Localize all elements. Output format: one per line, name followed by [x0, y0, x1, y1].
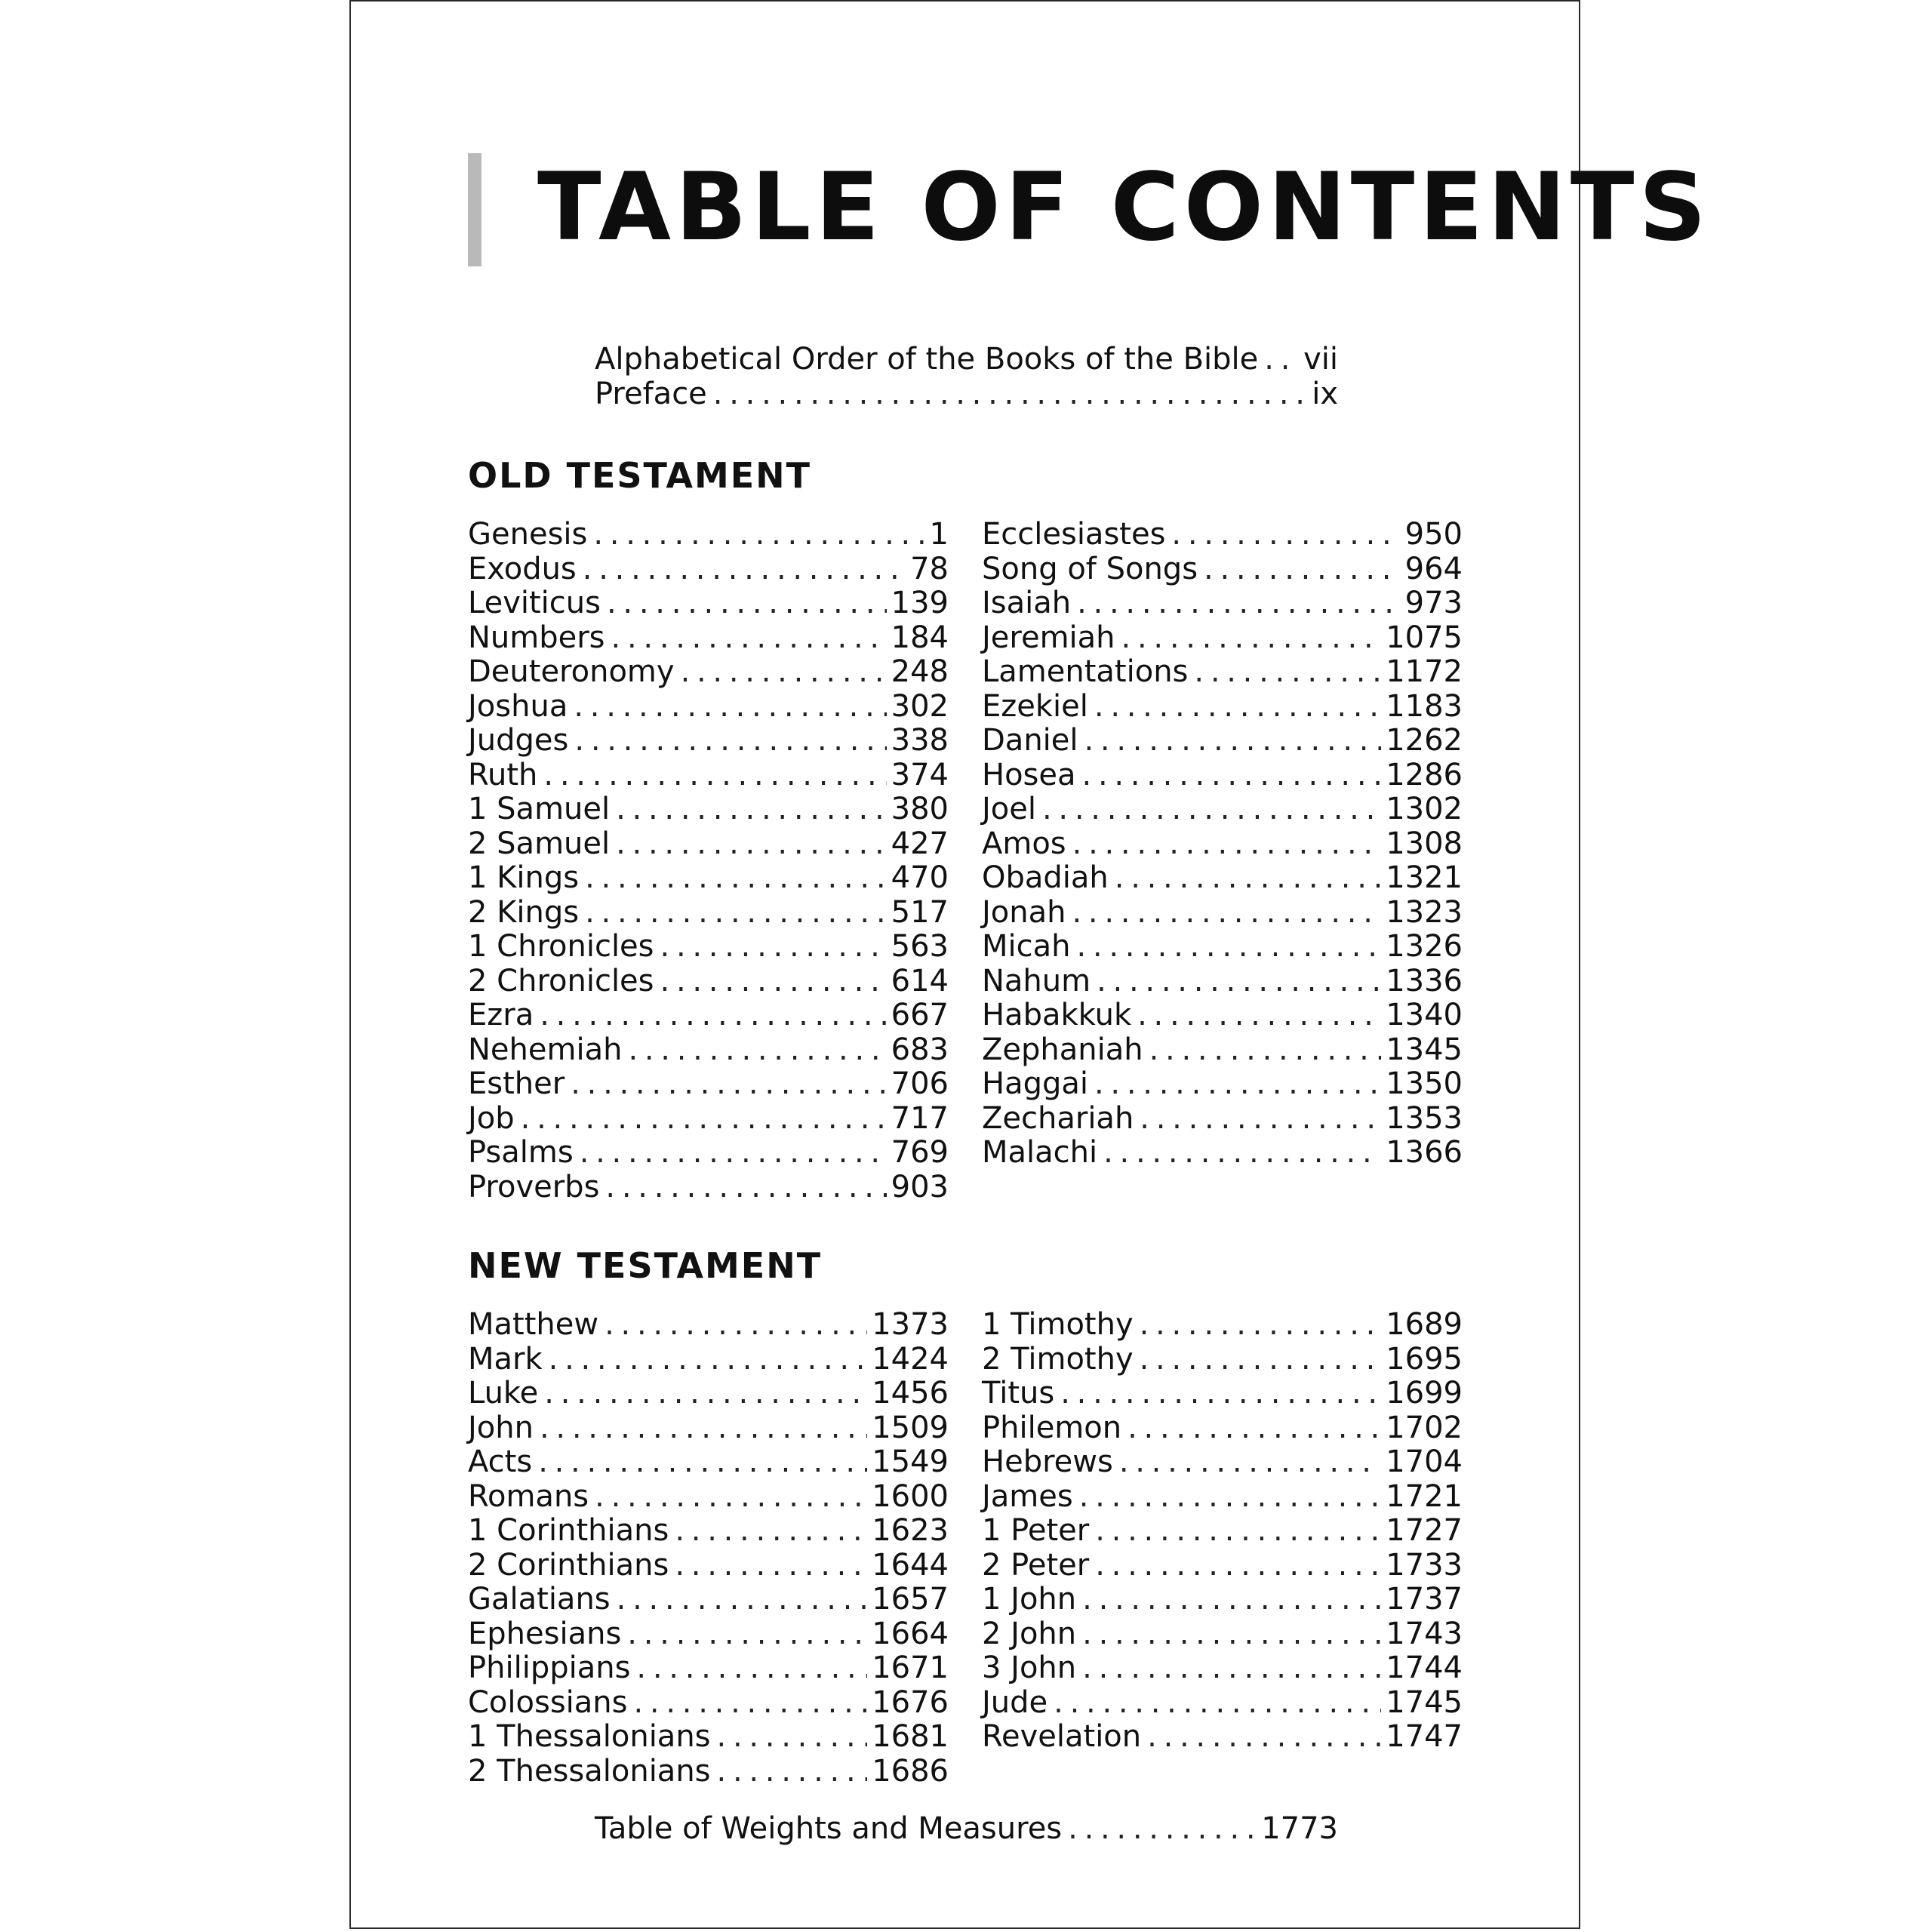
toc-entry [468, 1514, 949, 1549]
toc-entry-page-number: 1600 [872, 1478, 949, 1514]
toc-entry [982, 758, 1463, 793]
toc-entry [468, 621, 949, 656]
dot-leader [1076, 930, 1381, 964]
dot-leader [549, 1343, 868, 1377]
toc-entry-page-number: 1676 [872, 1684, 949, 1720]
toc-entry-title: Table of Weights and Measures [595, 1811, 1063, 1846]
dot-leader [571, 1067, 886, 1102]
toc-entry-title: 1 Kings [468, 860, 580, 895]
dot-leader [1042, 792, 1381, 827]
dot-leader [538, 1445, 867, 1480]
toc-entry-page-number: ix [1312, 376, 1338, 411]
toc-entry-page-number: 1302 [1386, 792, 1463, 826]
toc-entry-title: 1 Samuel [468, 792, 611, 826]
toc-entry-title: 1 Timothy [982, 1307, 1134, 1342]
toc-entry [982, 1720, 1463, 1755]
toc-entry-page-number: 1366 [1386, 1135, 1463, 1170]
dot-leader [543, 758, 886, 793]
dot-leader [1082, 758, 1382, 793]
toc-entry-title: Nahum [982, 963, 1091, 998]
toc-entry [982, 1480, 1463, 1515]
toc-entry-page-number: 717 [891, 1100, 949, 1136]
toc-entry [982, 1033, 1463, 1068]
toc-entry [468, 1033, 949, 1068]
dot-leader [574, 724, 886, 758]
toc-entry-title: Zephaniah [982, 1032, 1143, 1067]
toc-entry-title: 1 Chronicles [468, 929, 654, 964]
toc-entry-title: Esther [468, 1066, 565, 1101]
toc-entry [468, 1617, 949, 1652]
toc-entry [595, 1812, 1338, 1847]
toc-entry-page-number: 1456 [872, 1376, 949, 1411]
dot-leader [1068, 1812, 1257, 1847]
dot-leader [1121, 621, 1382, 656]
dot-leader [1128, 1411, 1381, 1446]
toc-entry [468, 518, 949, 552]
toc-entry-title: Nehemiah [468, 1032, 623, 1067]
dot-leader [1082, 1617, 1381, 1652]
toc-entry-title: Joshua [468, 688, 568, 724]
toc-entry [982, 1514, 1463, 1549]
toc-entry-title: Alphabetical Order of the Books of the Bible [595, 342, 1259, 377]
toc-entry-page-number: 1686 [872, 1753, 949, 1789]
old-testament-heading: OLD TESTAMENT [468, 455, 812, 496]
toc-entry-page-number: 1509 [872, 1410, 949, 1445]
toc-entry-page-number: 1702 [1386, 1410, 1463, 1445]
dot-leader [1140, 1343, 1382, 1377]
toc-entry [468, 1171, 949, 1205]
toc-entry-title: Romans [468, 1478, 589, 1514]
toc-entry [468, 1343, 949, 1377]
toc-entry-title: Jonah [982, 894, 1066, 930]
toc-entry-title: Ephesians [468, 1616, 622, 1651]
toc-entry-title: 2 Chronicles [468, 963, 654, 998]
toc-entry [982, 1136, 1463, 1171]
toc-entry-title: 2 Timothy [982, 1341, 1134, 1377]
toc-entry [468, 861, 949, 896]
toc-entry-page-number: 1664 [872, 1616, 949, 1651]
dot-leader [585, 896, 887, 931]
toc-entry [468, 1377, 949, 1411]
toc-entry-page-number: 1727 [1386, 1513, 1463, 1548]
dot-leader [595, 1480, 867, 1515]
toc-entry-title: Micah [982, 929, 1071, 964]
dot-leader [675, 1549, 867, 1583]
toc-entry-page-number: 1345 [1386, 1032, 1463, 1067]
toc-entry [468, 930, 949, 964]
toc-entry [982, 1445, 1463, 1480]
dot-leader [681, 655, 887, 690]
toc-entry [468, 1583, 949, 1617]
dot-leader [1060, 1377, 1381, 1411]
toc-entry-page-number: 184 [891, 620, 949, 655]
toc-entry-title: Preface [595, 376, 707, 411]
toc-entry-title: Job [468, 1100, 515, 1136]
dot-leader [1094, 690, 1381, 724]
toc-entry-title: 2 Kings [468, 894, 580, 930]
toc-entry [595, 377, 1338, 412]
toc-entry [982, 1411, 1463, 1446]
dot-leader [1194, 655, 1381, 690]
toc-entry-title: Judges [468, 723, 569, 758]
toc-entry [468, 998, 949, 1033]
toc-entry [982, 861, 1463, 896]
toc-entry-page-number: 1323 [1386, 894, 1463, 930]
toc-entry-title: Daniel [982, 723, 1078, 758]
toc-entry-title: Hebrews [982, 1444, 1113, 1479]
toc-entry-page-number: 139 [891, 586, 949, 620]
toc-entry-page-number: 683 [891, 1032, 949, 1067]
toc-entry [468, 1720, 949, 1755]
toc-entry [468, 1651, 949, 1686]
dot-leader [605, 1171, 886, 1205]
toc-entry-title: Haggai [982, 1066, 1088, 1101]
toc-entry-page-number: 1262 [1386, 723, 1463, 758]
dot-leader [1072, 896, 1381, 931]
toc-entry-title: Numbers [468, 620, 605, 655]
title-accent-bar [468, 153, 481, 266]
toc-entry [468, 1480, 949, 1515]
toc-entry [982, 1343, 1463, 1377]
back-matter-list [595, 1812, 1338, 1847]
toc-entry-page-number: 1075 [1386, 620, 1463, 655]
toc-entry-page-number: 1353 [1386, 1100, 1463, 1136]
dot-leader [1149, 1033, 1382, 1068]
dot-leader [628, 1033, 886, 1068]
toc-entry [468, 1067, 949, 1102]
toc-entry [468, 724, 949, 758]
dot-leader [1054, 1686, 1381, 1721]
dot-leader [1115, 861, 1381, 896]
toc-entry-page-number: 964 [1404, 551, 1463, 586]
dot-leader [1077, 586, 1401, 621]
toc-entry-title: Hosea [982, 757, 1076, 792]
toc-entry [468, 1445, 949, 1480]
toc-entry-title: Jude [982, 1684, 1048, 1720]
toc-entry [468, 1102, 949, 1137]
toc-entry [468, 552, 949, 587]
toc-entry-title: Colossians [468, 1684, 628, 1720]
toc-entry-title: Mark [468, 1341, 543, 1377]
toc-entry-page-number: 1 [929, 517, 949, 552]
toc-entry [982, 586, 1463, 621]
toc-entry-title: 2 Thessalonians [468, 1753, 711, 1789]
dot-leader [1140, 1102, 1381, 1137]
dot-leader [544, 1377, 867, 1411]
toc-entry [982, 1102, 1463, 1137]
toc-entry-page-number: 1657 [872, 1582, 949, 1617]
toc-entry-page-number: 1336 [1386, 963, 1463, 998]
new-testament-right-column [982, 1308, 1463, 1755]
toc-entry-page-number: 78 [910, 551, 949, 586]
toc-entry-title: James [982, 1478, 1073, 1514]
toc-entry-title: John [468, 1410, 534, 1445]
toc-entry-page-number: 706 [891, 1066, 949, 1101]
toc-entry [982, 724, 1463, 758]
toc-entry [982, 1377, 1463, 1411]
toc-entry-page-number: 563 [891, 929, 949, 964]
toc-entry-page-number: 1340 [1386, 998, 1463, 1032]
dot-leader [540, 1411, 867, 1446]
toc-entry-title: Exodus [468, 551, 577, 586]
dot-leader [1097, 964, 1381, 999]
dot-leader [627, 1617, 867, 1652]
toc-entry-page-number: 1183 [1386, 688, 1463, 724]
toc-entry [468, 586, 949, 621]
toc-entry-page-number: 1321 [1386, 860, 1463, 895]
toc-entry-title: 1 John [982, 1582, 1077, 1617]
new-testament-left-column [468, 1308, 949, 1789]
dot-leader [660, 930, 887, 964]
old-testament-right-column [982, 518, 1463, 1171]
toc-entry [468, 792, 949, 827]
dot-leader [717, 1720, 868, 1755]
toc-entry [468, 964, 949, 999]
toc-entry-page-number: 1286 [1386, 757, 1463, 792]
toc-entry-title: Joel [982, 792, 1036, 826]
toc-entry-page-number: 1549 [872, 1444, 949, 1479]
toc-entry-page-number: 374 [891, 757, 949, 792]
toc-entry-title: Amos [982, 826, 1066, 861]
dot-leader [540, 998, 886, 1033]
toc-entry [982, 518, 1463, 552]
dot-leader [1094, 1067, 1381, 1102]
toc-entry-title: 1 Peter [982, 1513, 1090, 1548]
toc-entry [982, 1617, 1463, 1652]
toc-entry [468, 690, 949, 724]
toc-entry-title: Proverbs [468, 1169, 600, 1204]
toc-entry [468, 1755, 949, 1789]
toc-entry-title: 2 Peter [982, 1547, 1090, 1583]
dot-leader [1264, 343, 1299, 377]
toc-entry-page-number: 973 [1404, 586, 1463, 620]
dot-leader [521, 1102, 887, 1137]
dot-leader [633, 1686, 867, 1721]
toc-entry-title: Ezra [468, 998, 534, 1032]
toc-entry-page-number: 1424 [872, 1341, 949, 1377]
toc-entry-page-number: 1644 [872, 1547, 949, 1583]
toc-entry-title: 2 John [982, 1616, 1077, 1651]
dot-leader [717, 1755, 868, 1789]
toc-entry [468, 655, 949, 690]
toc-entry-title: Jeremiah [982, 620, 1115, 655]
toc-entry [982, 1549, 1463, 1583]
dot-leader [616, 827, 887, 862]
dot-leader [1119, 1445, 1381, 1480]
toc-entry-title: Habakkuk [982, 998, 1132, 1032]
dot-leader [607, 586, 887, 621]
toc-entry-page-number: 248 [891, 654, 949, 689]
toc-entry [982, 792, 1463, 827]
toc-entry [982, 621, 1463, 656]
toc-entry [468, 1136, 949, 1171]
dot-leader [616, 792, 887, 827]
toc-entry-title: Leviticus [468, 586, 601, 620]
dot-leader [574, 690, 886, 724]
toc-entry-title: Ezekiel [982, 688, 1088, 724]
dot-leader [1079, 1480, 1381, 1515]
toc-entry-page-number: 1744 [1386, 1651, 1463, 1685]
toc-entry-title: Malachi [982, 1135, 1098, 1170]
toc-entry-page-number: 1699 [1386, 1376, 1463, 1411]
toc-entry-title: Song of Songs [982, 551, 1198, 586]
dot-leader [585, 861, 887, 896]
toc-entry-title: Philemon [982, 1410, 1122, 1445]
toc-entry-title: Matthew [468, 1307, 599, 1342]
toc-entry-title: Psalms [468, 1135, 574, 1170]
toc-entry-title: Deuteronomy [468, 654, 675, 689]
dot-leader [1082, 1583, 1381, 1617]
dot-leader [580, 1136, 887, 1171]
old-testament-left-column [468, 518, 949, 1204]
toc-entry [468, 896, 949, 931]
dot-leader [1137, 998, 1381, 1033]
toc-entry-title: Acts [468, 1444, 533, 1479]
toc-entry [982, 655, 1463, 690]
dot-leader [1140, 1308, 1382, 1343]
front-matter-list [595, 343, 1338, 411]
toc-entry-title: Lamentations [982, 654, 1189, 689]
toc-entry-title: Titus [982, 1376, 1055, 1411]
toc-entry-page-number: 769 [891, 1135, 949, 1170]
toc-entry-page-number: 1695 [1386, 1341, 1463, 1377]
toc-entry-title: 2 Samuel [468, 826, 611, 861]
toc-entry [468, 1411, 949, 1446]
toc-entry [468, 758, 949, 793]
toc-entry [468, 827, 949, 862]
dot-leader [1103, 1136, 1381, 1171]
toc-entry-page-number: 1704 [1386, 1444, 1463, 1479]
dot-leader [611, 621, 887, 656]
toc-entry [982, 930, 1463, 964]
toc-entry-page-number: 1737 [1386, 1582, 1463, 1617]
toc-entry-page-number: 1681 [872, 1719, 949, 1754]
dot-leader [593, 518, 924, 552]
toc-entry-title: Genesis [468, 517, 588, 552]
new-testament-heading: NEW TESTAMENT [468, 1245, 823, 1286]
toc-entry-page-number: 338 [891, 723, 949, 758]
toc-entry-page-number: 302 [891, 688, 949, 724]
toc-entry-title: Isaiah [982, 586, 1072, 620]
toc-entry-title: Ruth [468, 757, 538, 792]
toc-entry [982, 1686, 1463, 1721]
toc-entry [982, 1308, 1463, 1343]
toc-entry [982, 690, 1463, 724]
toc-entry-page-number: 1172 [1386, 654, 1463, 689]
dot-leader [1147, 1720, 1381, 1755]
dot-leader [713, 377, 1307, 412]
dot-leader [1095, 1514, 1381, 1549]
toc-entry-page-number: 1623 [872, 1513, 949, 1548]
dot-leader [617, 1583, 868, 1617]
dot-leader [583, 552, 906, 587]
toc-entry-title: Revelation [982, 1719, 1142, 1754]
dot-leader [675, 1514, 867, 1549]
toc-entry-page-number: 1747 [1386, 1719, 1463, 1754]
dot-leader [1204, 552, 1401, 587]
toc-entry-title: Galatians [468, 1582, 611, 1617]
dot-leader [1084, 724, 1382, 758]
toc-entry [982, 827, 1463, 862]
dot-leader [1072, 827, 1382, 862]
toc-entry-title: Obadiah [982, 860, 1109, 895]
toc-entry [982, 1067, 1463, 1102]
toc-entry-page-number: 1745 [1386, 1684, 1463, 1720]
dot-leader [1095, 1549, 1381, 1583]
toc-entry-title: 1 Corinthians [468, 1513, 669, 1548]
toc-entry-page-number: vii [1303, 342, 1338, 377]
toc-entry-page-number: 1743 [1386, 1616, 1463, 1651]
toc-entry-title: Philippians [468, 1651, 631, 1685]
toc-entry-page-number: 667 [891, 998, 949, 1032]
dot-leader [636, 1651, 867, 1686]
page-title: TABLE OF CONTENTS [537, 153, 1711, 262]
toc-entry-page-number: 1773 [1261, 1811, 1338, 1846]
toc-entry-page-number: 950 [1404, 517, 1463, 552]
toc-entry-page-number: 614 [891, 963, 949, 998]
toc-entry [982, 1651, 1463, 1686]
toc-entry-page-number: 517 [891, 894, 949, 930]
toc-entry-title: Luke [468, 1376, 539, 1411]
toc-entry [468, 1549, 949, 1583]
dot-leader [1171, 518, 1400, 552]
toc-entry [982, 552, 1463, 587]
toc-entry-page-number: 1733 [1386, 1547, 1463, 1583]
toc-entry-page-number: 1308 [1386, 826, 1463, 861]
toc-entry-title: Zechariah [982, 1100, 1134, 1136]
toc-entry-title: Ecclesiastes [982, 517, 1166, 552]
toc-entry [982, 896, 1463, 931]
toc-entry-page-number: 1671 [872, 1651, 949, 1685]
toc-entry-page-number: 903 [891, 1169, 949, 1204]
toc-entry-title: 1 Thessalonians [468, 1719, 711, 1754]
toc-entry-page-number: 1373 [872, 1307, 949, 1342]
toc-entry-page-number: 1350 [1386, 1066, 1463, 1101]
toc-entry [982, 1583, 1463, 1617]
toc-entry-title: 2 Corinthians [468, 1547, 669, 1583]
toc-entry [468, 1308, 949, 1343]
toc-entry-title: 3 John [982, 1651, 1077, 1685]
toc-entry [982, 964, 1463, 999]
toc-entry [468, 1686, 949, 1721]
toc-entry-page-number: 1689 [1386, 1307, 1463, 1342]
toc-entry [595, 343, 1338, 377]
toc-entry-page-number: 1721 [1386, 1478, 1463, 1514]
toc-entry [982, 998, 1463, 1033]
dot-leader [605, 1308, 867, 1343]
toc-entry-page-number: 380 [891, 792, 949, 826]
toc-entry-page-number: 470 [891, 860, 949, 895]
dot-leader [660, 964, 887, 999]
dot-leader [1082, 1651, 1381, 1686]
toc-entry-page-number: 427 [891, 826, 949, 861]
toc-entry-page-number: 1326 [1386, 929, 1463, 964]
